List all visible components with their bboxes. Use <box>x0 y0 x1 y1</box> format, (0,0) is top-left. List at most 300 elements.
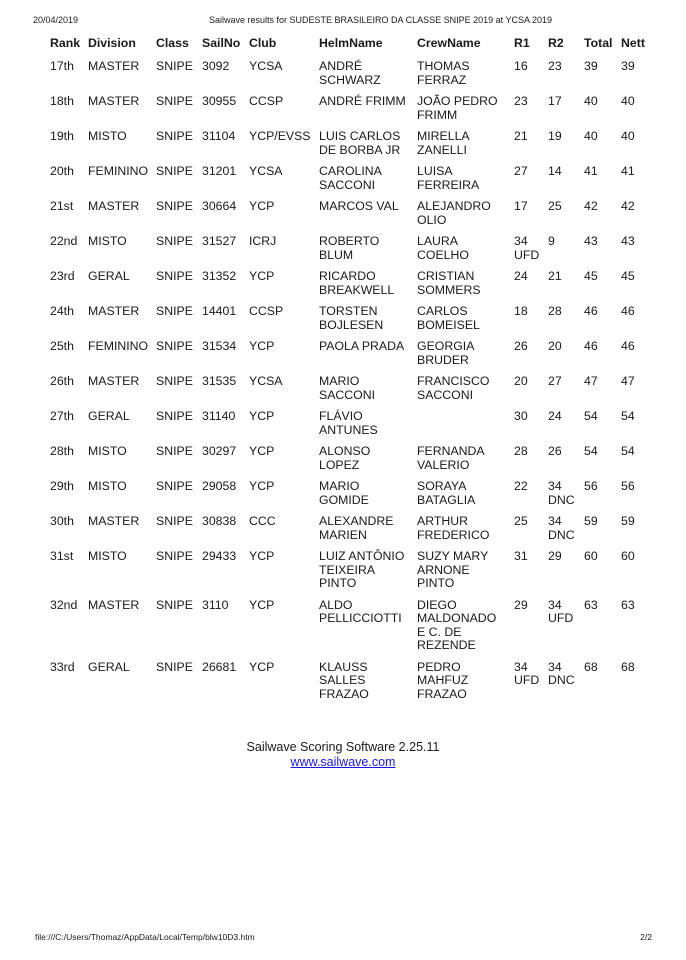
cell-r2 <box>548 340 584 375</box>
cell-rank: 24th <box>50 304 74 318</box>
cell-club <box>249 515 319 550</box>
cell-r2-line: 21 <box>548 269 562 283</box>
cell-helmname <box>319 599 417 661</box>
cell-total: 43 <box>584 234 598 248</box>
cell-helmname <box>319 480 417 515</box>
cell-rank: 27th <box>50 409 74 423</box>
results-table-body <box>42 60 655 709</box>
cell-crewname <box>417 599 514 661</box>
cell-r1 <box>514 270 548 305</box>
cell-crewname-line: GEORGIA <box>417 339 475 353</box>
cell-helmname-line: SACCONI <box>319 387 376 402</box>
cell-crewname <box>417 165 514 200</box>
cell-total: 40 <box>584 129 598 143</box>
cell-crewname-line: ALEJANDRO <box>417 199 491 213</box>
cell-sailno: 14401 <box>202 304 237 318</box>
cell-helmname <box>319 305 417 340</box>
cell-club <box>249 375 319 410</box>
cell-rank: 33rd <box>50 659 75 674</box>
cell-crewname-line: COELHO <box>417 247 469 262</box>
cell-crewname <box>417 550 514 599</box>
cell-r2-line: 17 <box>548 94 562 108</box>
cell-helmname-line: CAROLINA <box>319 164 382 178</box>
cell-sailno: 31140 <box>202 409 236 423</box>
cell-helmname-line: PINTO <box>319 576 357 590</box>
table-row <box>42 95 655 130</box>
cell-r1-line: 16 <box>514 59 528 73</box>
cell-helmname-line: FRAZAO <box>319 686 369 701</box>
cell-r2-line: 14 <box>548 164 562 178</box>
cell-r2-line: 28 <box>548 304 562 318</box>
cell-sailno: 3110 <box>202 597 229 612</box>
cell-crewname-line: MALDONADO <box>417 611 497 625</box>
column-header-total: Total <box>584 36 613 50</box>
cell-nett: 46 <box>621 339 635 353</box>
cell-r2 <box>548 305 584 340</box>
cell-crewname-line: LAURA <box>417 234 459 248</box>
cell-crewname-line: DIEGO <box>417 597 457 612</box>
cell-total: 68 <box>584 659 598 674</box>
cell-total: 63 <box>584 597 598 612</box>
cell-division: MISTO <box>88 444 127 458</box>
cell-r1-line: 23 <box>514 94 528 108</box>
cell-club <box>249 340 319 375</box>
table-row <box>42 515 655 550</box>
cell-club-line: YCP <box>249 199 275 213</box>
cell-club <box>249 235 319 270</box>
cell-club-line: YCP <box>249 659 275 674</box>
cell-helmname <box>319 130 417 165</box>
cell-helmname-line: BREAKWELL <box>319 282 395 297</box>
page-number: 2/2 <box>640 932 652 942</box>
cell-nett: 60 <box>621 549 635 563</box>
cell-r1-line: 20 <box>514 374 528 388</box>
table-row <box>42 340 655 375</box>
cell-crewname <box>417 270 514 305</box>
cell-crewname <box>417 410 514 445</box>
cell-r1-line: 22 <box>514 479 528 493</box>
cell-r1 <box>514 200 548 235</box>
cell-rank: 22nd <box>50 234 78 248</box>
cell-club <box>249 60 319 95</box>
cell-r1 <box>514 599 548 661</box>
cell-class: SNIPE <box>156 304 193 318</box>
cell-helmname-line: FLÁVIO <box>319 409 363 423</box>
cell-crewname-line: BATAGLIA <box>417 492 476 507</box>
cell-helmname <box>319 60 417 95</box>
cell-crewname <box>417 200 514 235</box>
cell-club <box>249 165 319 200</box>
sailwave-link-wrapper <box>0 755 686 769</box>
cell-r1 <box>514 550 548 599</box>
cell-helmname <box>319 550 417 599</box>
cell-helmname-line: ROBERTO <box>319 234 380 248</box>
cell-club-line: YCP <box>249 409 275 423</box>
cell-club-line: YCSA <box>249 164 283 178</box>
cell-division: FEMININO <box>88 339 149 353</box>
cell-helmname <box>319 515 417 550</box>
cell-r2-line: 20 <box>548 339 562 353</box>
cell-r2-line: 24 <box>548 409 562 423</box>
cell-r1-line: 28 <box>514 444 528 458</box>
cell-class: SNIPE <box>156 514 193 528</box>
cell-r1 <box>514 95 548 130</box>
cell-crewname-line: BRUDER <box>417 352 469 367</box>
cell-class: SNIPE <box>156 479 193 493</box>
table-row <box>42 305 655 340</box>
cell-rank: 31st <box>50 549 74 563</box>
cell-sailno: 30955 <box>202 94 237 108</box>
cell-club <box>249 305 319 340</box>
cell-crewname-line: FRAZAO <box>417 686 467 701</box>
cell-crewname-line: ARTHUR <box>417 514 469 528</box>
table-row <box>42 661 655 710</box>
column-header-r2: R2 <box>548 36 564 50</box>
cell-total: 60 <box>584 549 598 563</box>
cell-nett: 40 <box>621 129 635 143</box>
cell-helmname-line: TEIXEIRA <box>319 562 376 577</box>
cell-club-line: YCP <box>249 479 275 493</box>
cell-club-line: YCP <box>249 549 275 563</box>
cell-club <box>249 270 319 305</box>
cell-rank: 18th <box>50 94 74 108</box>
cell-helmname-line: LUIS CARLOS <box>319 129 401 143</box>
cell-r1 <box>514 340 548 375</box>
cell-division: MASTER <box>88 374 140 388</box>
cell-crewname-line: CARLOS <box>417 304 468 318</box>
cell-crewname-line: FRIMM <box>417 107 458 122</box>
cell-helmname-line: ALDO <box>319 597 353 612</box>
cell-class: SNIPE <box>156 164 193 178</box>
cell-nett: 54 <box>621 444 635 458</box>
cell-division: MISTO <box>88 549 127 563</box>
cell-club-line: YCP/EVSS <box>249 129 311 143</box>
cell-division: FEMININO <box>88 164 149 178</box>
cell-total: 39 <box>584 59 598 73</box>
table-row <box>42 235 655 270</box>
cell-helmname-line: LOPEZ <box>319 457 360 472</box>
cell-division: GERAL <box>88 409 130 423</box>
cell-crewname <box>417 235 514 270</box>
cell-helmname-line: KLAUSS <box>319 659 368 674</box>
cell-club <box>249 445 319 480</box>
cell-crewname-line: FERRAZ <box>417 72 467 87</box>
cell-helmname <box>319 235 417 270</box>
table-row <box>42 550 655 599</box>
cell-helmname-line: SCHWARZ <box>319 72 381 87</box>
cell-r2 <box>548 375 584 410</box>
cell-total: 46 <box>584 304 598 318</box>
table-header-row <box>42 36 655 60</box>
cell-r1 <box>514 661 548 710</box>
table-row <box>42 375 655 410</box>
cell-total: 56 <box>584 479 598 493</box>
cell-class: SNIPE <box>156 659 193 674</box>
cell-crewname-line: FERNANDA <box>417 444 485 458</box>
cell-total: 46 <box>584 339 598 353</box>
cell-rank: 17th <box>50 59 74 73</box>
cell-sailno: 31534 <box>202 339 237 353</box>
cell-crewname <box>417 515 514 550</box>
cell-r1-line: 24 <box>514 269 528 283</box>
cell-crewname-line: PEDRO <box>417 659 461 674</box>
cell-r1-line: 25 <box>514 514 528 528</box>
cell-division: MASTER <box>88 597 140 612</box>
cell-helmname <box>319 340 417 375</box>
cell-sailno: 31527 <box>202 234 237 248</box>
cell-r1-line: 18 <box>514 304 528 318</box>
cell-helmname-line: ANDRÉ <box>319 59 363 73</box>
cell-division: MISTO <box>88 129 127 143</box>
cell-helmname <box>319 165 417 200</box>
cell-club-line: YCP <box>249 339 275 353</box>
cell-crewname-line: LUISA <box>417 164 453 178</box>
cell-total: 42 <box>584 199 598 213</box>
cell-total: 45 <box>584 269 598 283</box>
cell-r1-line: UFD <box>514 673 540 687</box>
cell-nett: 54 <box>621 409 635 423</box>
cell-nett: 47 <box>621 374 635 388</box>
cell-helmname-line: ALONSO <box>319 444 371 458</box>
cell-nett: 40 <box>621 94 635 108</box>
cell-rank: 23rd <box>50 269 75 283</box>
cell-sailno: 30297 <box>202 444 237 458</box>
cell-crewname-line: SORAYA <box>417 479 467 493</box>
cell-rank: 21st <box>50 199 74 213</box>
cell-nett: 41 <box>621 164 635 178</box>
cell-rank: 32nd <box>50 597 78 612</box>
cell-rank: 30th <box>50 514 74 528</box>
table-row <box>42 60 655 95</box>
cell-crewname <box>417 340 514 375</box>
cell-r1-line: 21 <box>514 129 528 143</box>
cell-club <box>249 130 319 165</box>
cell-nett: 39 <box>621 59 635 73</box>
cell-helmname-line: PAOLA PRADA <box>319 339 405 353</box>
cell-crewname-line: PINTO <box>417 576 455 590</box>
cell-helmname-line: ANDRÉ FRIMM <box>319 94 406 108</box>
cell-r1-line: 31 <box>514 549 528 563</box>
cell-r1-line: 26 <box>514 339 528 353</box>
cell-r2-line: 34 <box>548 479 562 493</box>
cell-helmname-line: BLUM <box>319 247 354 262</box>
cell-r1 <box>514 410 548 445</box>
column-header-club: Club <box>249 36 277 50</box>
cell-crewname-line: REZENDE <box>417 638 476 652</box>
cell-helmname <box>319 661 417 710</box>
cell-club-line: YCP <box>249 444 275 458</box>
column-header-nett: Nett <box>621 36 645 50</box>
cell-crewname-line: FREDERICO <box>417 527 490 542</box>
cell-r2 <box>548 200 584 235</box>
cell-helmname <box>319 445 417 480</box>
cell-division: GERAL <box>88 269 130 283</box>
cell-crewname-line: ARNONE <box>417 562 470 577</box>
cell-helmname-line: ANTUNES <box>319 422 378 437</box>
cell-helmname-line: DE BORBA JR <box>319 142 401 157</box>
cell-rank: 20th <box>50 164 74 178</box>
cell-helmname-line: MARIO <box>319 479 360 493</box>
cell-class: SNIPE <box>156 374 193 388</box>
cell-division: GERAL <box>88 659 130 674</box>
cell-crewname-line: VALERIO <box>417 457 470 472</box>
cell-class: SNIPE <box>156 129 193 143</box>
cell-crewname <box>417 445 514 480</box>
cell-division: MASTER <box>88 514 140 528</box>
cell-r1 <box>514 130 548 165</box>
table-row <box>42 445 655 480</box>
print-date: 20/04/2019 <box>33 15 79 25</box>
cell-helmname-line: RICARDO <box>319 269 376 283</box>
column-header-crewname: CrewName <box>417 36 481 50</box>
cell-division: MASTER <box>88 199 140 213</box>
cell-r2 <box>548 95 584 130</box>
cell-division: MASTER <box>88 304 140 318</box>
cell-club <box>249 599 319 661</box>
cell-crewname <box>417 305 514 340</box>
page-header-title: Sailwave results for SUDESTE BRASILEIRO DA CLASSE SNIPE 2019 at YCSA 2019 <box>209 15 552 25</box>
cell-r1-line: 17 <box>514 199 528 213</box>
cell-r1-line: 30 <box>514 409 528 423</box>
cell-rank: 29th <box>50 479 74 493</box>
cell-club-line: YCP <box>249 597 275 612</box>
cell-r2-line: 26 <box>548 444 562 458</box>
cell-class: SNIPE <box>156 94 193 108</box>
cell-crewname <box>417 375 514 410</box>
cell-helmname <box>319 375 417 410</box>
cell-rank: 26th <box>50 374 74 388</box>
cell-sailno: 29058 <box>202 479 237 493</box>
cell-class: SNIPE <box>156 549 193 563</box>
cell-rank: 28th <box>50 444 74 458</box>
cell-division: MASTER <box>88 94 140 108</box>
cell-r2 <box>548 130 584 165</box>
cell-r2 <box>548 661 584 710</box>
cell-nett: 43 <box>621 234 635 248</box>
cell-helmname <box>319 270 417 305</box>
cell-r2-line: 23 <box>548 59 562 73</box>
cell-r2 <box>548 480 584 515</box>
column-header-rank: Rank <box>50 36 81 50</box>
cell-crewname <box>417 130 514 165</box>
cell-r2-line: 27 <box>548 374 562 388</box>
cell-r1 <box>514 445 548 480</box>
cell-r2 <box>548 60 584 95</box>
cell-club <box>249 550 319 599</box>
cell-class: SNIPE <box>156 59 193 73</box>
sailwave-link[interactable]: www.sailwave.com <box>290 755 396 769</box>
cell-nett: 59 <box>621 514 635 528</box>
cell-r1 <box>514 165 548 200</box>
cell-club-line: ICRJ <box>249 234 277 248</box>
cell-r2-line: DNC <box>548 492 575 507</box>
cell-nett: 56 <box>621 479 635 493</box>
cell-r2 <box>548 515 584 550</box>
cell-r1 <box>514 235 548 270</box>
cell-helmname-line: MARCOS VAL <box>319 199 399 213</box>
cell-sailno: 31104 <box>202 129 236 143</box>
cell-club <box>249 480 319 515</box>
cell-total: 47 <box>584 374 598 388</box>
column-header-r1: R1 <box>514 36 530 50</box>
cell-sailno: 26681 <box>202 659 237 674</box>
cell-crewname-line: SUZY MARY <box>417 549 489 563</box>
column-header-sailno: SailNo <box>202 36 241 50</box>
cell-total: 40 <box>584 94 598 108</box>
table-row <box>42 599 655 661</box>
table-row <box>42 410 655 445</box>
cell-r2-line: 34 DNC <box>548 659 575 687</box>
cell-sailno: 3092 <box>202 59 230 73</box>
cell-helmname <box>319 200 417 235</box>
cell-helmname-line: MARIO <box>319 374 360 388</box>
cell-total: 54 <box>584 409 598 423</box>
cell-r2-line: 29 <box>548 549 562 563</box>
cell-sailno: 31201 <box>202 164 237 178</box>
cell-r2 <box>548 599 584 661</box>
cell-class: SNIPE <box>156 234 193 248</box>
cell-sailno: 30664 <box>202 199 237 213</box>
cell-nett: 46 <box>621 304 635 318</box>
cell-total: 59 <box>584 514 598 528</box>
table-row <box>42 165 655 200</box>
cell-crewname <box>417 480 514 515</box>
cell-r2-line: 34 <box>548 597 562 612</box>
cell-crewname-line: ZANELLI <box>417 142 467 157</box>
cell-sailno: 30838 <box>202 514 237 528</box>
cell-r2-line: 19 <box>548 129 562 143</box>
cell-crewname-line: FERREIRA <box>417 177 480 192</box>
cell-division: MISTO <box>88 479 127 493</box>
table-row <box>42 270 655 305</box>
cell-helmname-line: LUIZ ANTÔNIO <box>319 549 405 563</box>
cell-crewname-line: MAHFUZ <box>417 673 469 687</box>
cell-r2 <box>548 270 584 305</box>
cell-helmname-line: GOMIDE <box>319 492 369 507</box>
cell-crewname <box>417 60 514 95</box>
column-header-division: Division <box>88 36 136 50</box>
cell-r1-line: 27 <box>514 164 528 178</box>
cell-crewname-line: E C. DE <box>417 624 462 639</box>
cell-crewname-line: FRANCISCO <box>417 374 490 388</box>
column-header-class: Class <box>156 36 189 50</box>
cell-total: 54 <box>584 444 598 458</box>
cell-helmname-line: MARIEN <box>319 527 367 542</box>
cell-class: SNIPE <box>156 269 193 283</box>
cell-r1 <box>514 375 548 410</box>
file-path: file:///C:/Users/Thomaz/AppData/Local/Temp/blw10D3.htm <box>35 932 255 942</box>
cell-crewname-line: JOÃO PEDRO <box>417 94 498 108</box>
cell-club-line: YCSA <box>249 374 283 388</box>
cell-nett: 42 <box>621 199 635 213</box>
cell-r1-line: UFD <box>514 247 540 262</box>
results-table <box>42 36 655 709</box>
cell-club-line: CCSP <box>249 304 284 318</box>
table-row <box>42 200 655 235</box>
cell-class: SNIPE <box>156 409 193 423</box>
cell-crewname-line: MIRELLA <box>417 129 470 143</box>
cell-sailno: 31535 <box>202 374 237 388</box>
cell-club-line: CCSP <box>249 94 284 108</box>
cell-class: SNIPE <box>156 597 193 612</box>
table-row <box>42 480 655 515</box>
cell-club <box>249 410 319 445</box>
cell-r2 <box>548 445 584 480</box>
cell-helmname-line: SACCONI <box>319 177 376 192</box>
cell-r2 <box>548 550 584 599</box>
cell-r2-line: UFD <box>548 611 574 625</box>
cell-class: SNIPE <box>156 199 193 213</box>
